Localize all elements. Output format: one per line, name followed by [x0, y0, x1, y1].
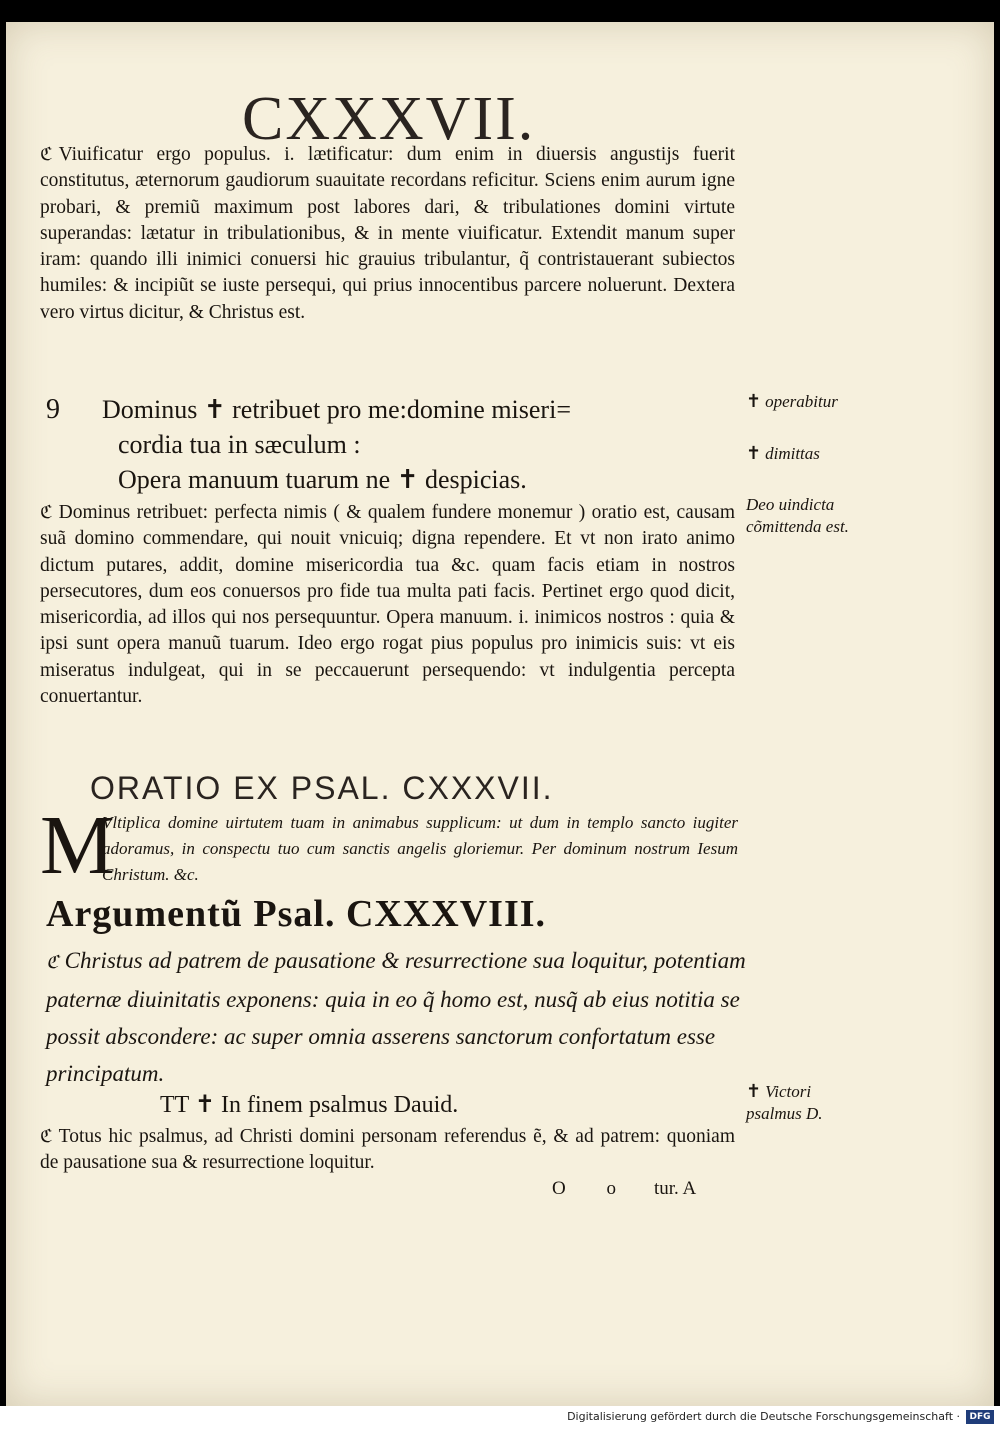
marginal-note-2-text: dimittas: [765, 444, 820, 463]
paragraph-2-text: Dominus retribuet: perfecta nimis ( & qualem fundere monemur ) oratio est, causam suã domino commendare, qui nouit vnicuiq; digna rependere. Et vt non irato animo dictum putares, addit, domine misericordia tua &c. quam facis etiam in nostros persecutores, dum eos conuersos pro fide tua multa pati facis. Pertinet ergo quod dicit, misericordia, ad illos qui nos persequuntur. Opera manuum. i. inimicos nostros : quia & ipsi sunt opera manuũ tuarum. Ideo ergo rogat pius populus pro inimicis suis: vt eis miseratus indulgeat, qui in se peccauerunt persequendo: vt indulgentia percepta conuertantur.: [40, 502, 735, 708]
marginal-note-4-line-2: psalmus D.: [746, 1104, 823, 1123]
dfg-logo-icon: DFG: [966, 1410, 994, 1424]
marginal-note-operabitur: [746, 390, 838, 413]
verse-line-2: cordia tua in sæculum :: [118, 430, 361, 459]
argument-paragraph: [46, 942, 746, 1092]
marginal-note-3-line-1: Deo uindicta: [746, 495, 835, 514]
paragraph-1-text: Viuificatur ergo populus. i. lætificatur: dum enim in diuersis angustijs fuerit constitutus, æternorum gaudiorum suauitate recordans reficitur. Sciens enim aurum igne probari, & premiũ maximum post labores dari, & tribulationes domini virtute superandas: lætatur in tribulationibus, & in mente viuificatur. Extendit manum super iram: quando illi inimici conuersi hic grauius tribulantur, q̃ contristauerant subiectos humiles: & incipiũt se iuste persequi, qui prius innocentibus parcere noluerunt. Dextera vero virtus dicitur, & Christus est.: [40, 144, 735, 323]
oratio-block: [40, 799, 740, 896]
marginal-note-1-text: operabitur: [765, 392, 838, 411]
commentary-paragraph-1: [40, 142, 735, 326]
paragraph-mark-icon: ℭ: [40, 502, 53, 523]
footer-bar: [0, 1406, 1000, 1429]
argument-text: Christus ad patrem de pausatione & resurrectione sua loquitur, potentiam paternæ diuinitatis exponens: quia in eo q̃ homo est, nusq̃ ab eius notitia se possit abscondere: ac super omnia asserens sanctorum confortatum esse principatum.: [46, 948, 746, 1086]
funding-notice: Digitalisierung gefördert durch die Deutsche Forschungsgemeinschaft ·: [567, 1410, 960, 1423]
marginal-note-3-line-2: cõmittenda est.: [746, 517, 849, 536]
cross-icon: ✝: [746, 1081, 762, 1101]
psalm-title-line: TT ✝ In finem psalmus Dauid.: [160, 1092, 459, 1118]
verse-number: 9: [46, 394, 60, 425]
oratio-heading: ORATIO EX PSAL. CXXXVII.: [90, 770, 554, 806]
drop-capital: M: [40, 799, 115, 892]
paragraph-mark-icon: ℭ: [40, 144, 53, 165]
marginal-note-deo-uindicta: [746, 494, 849, 538]
catchword: tur. A: [654, 1178, 697, 1199]
oratio-text: Vltiplica domine uirtutem tuam in animabus supplicum: ut dum in templo sancto iugiter adoramus, in conspectu tuo cum sanctis angelis gloriemur. Per dominum nostrum Iesum Christum. &c.: [102, 813, 738, 884]
book-page: [6, 22, 994, 1406]
cross-icon: ✝: [746, 443, 762, 463]
marginal-note-4-line-1: Victori: [765, 1082, 812, 1101]
marginal-note-dimittas: [746, 442, 820, 465]
paragraph-mark-icon: ℭ: [40, 1126, 53, 1147]
psalm-verse: [46, 392, 736, 497]
marginal-note-victori: [746, 1080, 823, 1125]
verse-line-3: Opera manuum tuarum ne ✝ despicias.: [118, 465, 527, 494]
paragraph-3-text: Totus hic psalmus, ad Christi domini personam referendus ẽ, & ad patrem: quoniam de pausatione sua & resurrectione loquitur.: [40, 1126, 735, 1174]
verse-line-1: Dominus ✝ retribuet pro me:domine miseri=: [102, 395, 571, 424]
signature-mark: O o: [552, 1178, 616, 1199]
paragraph-mark-icon: ℭ: [46, 952, 59, 973]
argument-heading: Argumentũ Psal. CXXXVIII.: [46, 893, 547, 935]
commentary-paragraph-2: [40, 500, 735, 710]
cross-icon: ✝: [746, 391, 762, 411]
commentary-paragraph-3: [40, 1124, 735, 1177]
folio-number: CXXXVII.: [242, 85, 536, 153]
